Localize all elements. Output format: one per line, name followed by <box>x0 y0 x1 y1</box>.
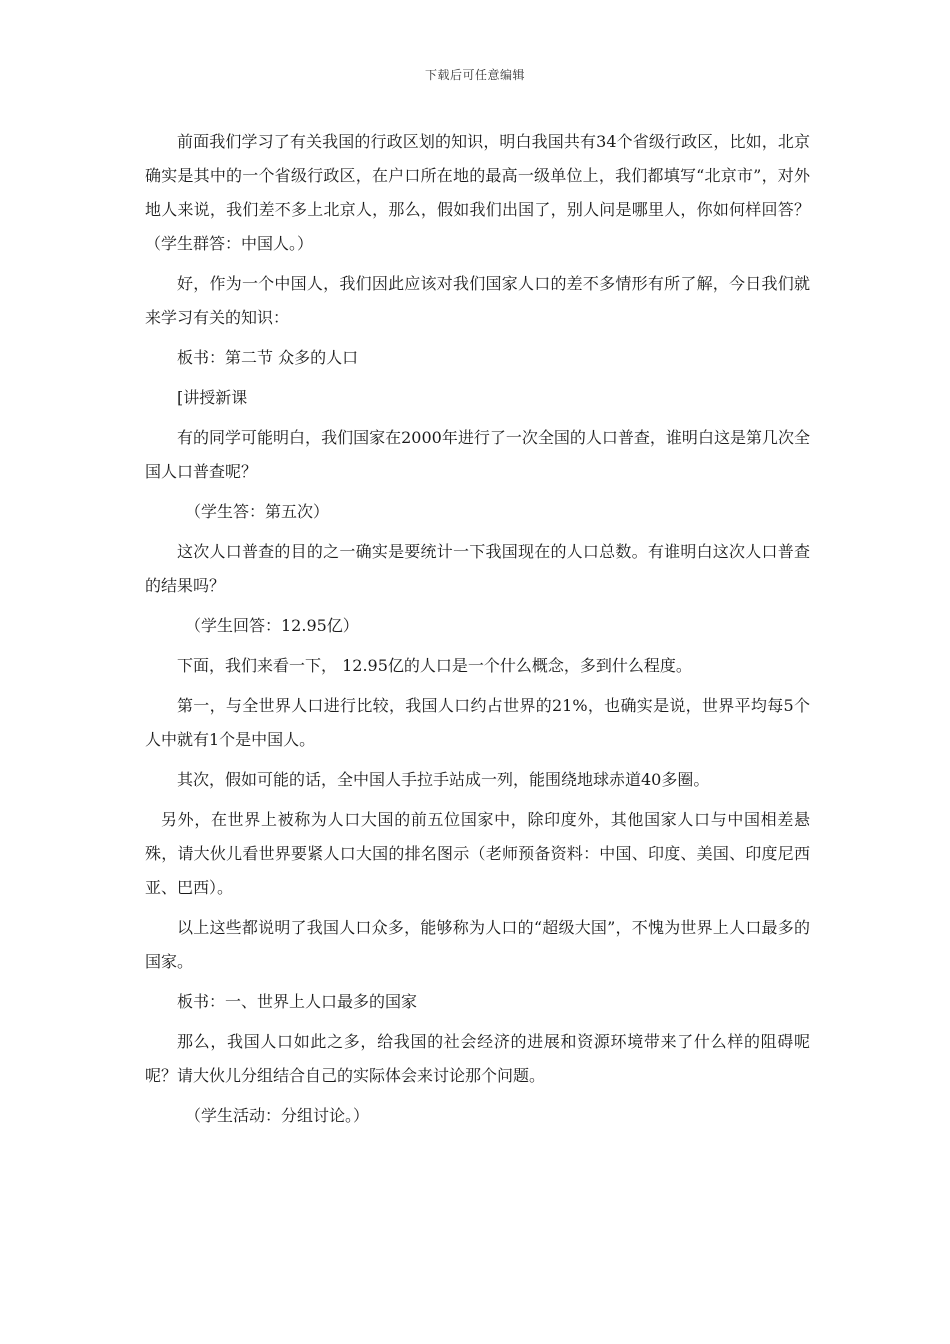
paragraph-first-comparison: 第一，与全世界人口进行比较，我国人口约占世界的21%，也确实是说，世界平均每5个人中就有1个是中国人。 <box>145 696 810 749</box>
paragraph-intro: 前面我们学习了有关我国的行政区划的知识，明白我国共有34个省级行政区，比如，北京确实是其中的一个省级行政区，在户口所在地的最高一级单位上，我们都填写“北京市”，对外地人来说，我们差不多上北京人，那么，假如我们出国了，别人问是哪里人，你如何样回答？（学生群答：中国人。） <box>145 132 810 253</box>
paragraph-census-question: 有的同学可能明白，我们国家在2000年进行了一次全国的人口普查，谁明白这是第几次全国人口普查呢？ <box>145 428 810 481</box>
paragraph-ranking: 另外，在世界上被称为人口大国的前五位国家中，除印度外，其他国家人口与中国相差悬殊，请大伙儿看世界要紧人口大国的排名图示（老师预备资料：中国、印度、美国、印度尼西亚、巴西）。 <box>145 810 810 897</box>
paragraph-population-concept: 下面，我们来看一下， 12.95亿的人口是一个什么概念，多到什么程度。 <box>177 656 692 675</box>
paragraph-census-purpose: 这次人口普查的目的之一确实是要统计一下我国现在的人口总数。有谁明白这次人口普查的结果吗？ <box>145 542 810 595</box>
paragraph-student-activity: （学生活动：分组讨论。） <box>185 1106 370 1125</box>
paragraph-chinese-people: 好，作为一个中国人，我们因此应该对我们国家人口的差不多情形有所了解，今日我们就来学习有关的知识： <box>145 274 810 327</box>
paragraph-board-section-title: 板书：第二节 众多的人口 <box>177 348 359 367</box>
paragraph-student-answer-fifth: （学生答：第五次） <box>185 502 330 521</box>
paragraph-super-power: 以上这些都说明了我国人口众多，能够称为人口的“超级大国”，不愧为世界上人口最多的国家。 <box>145 918 810 971</box>
paragraph-board-heading-one: 板书：一、世界上人口最多的国家 <box>177 992 418 1011</box>
paragraph-new-lesson-marker: [讲授新课 <box>177 388 248 407</box>
document-body <box>145 125 810 1139</box>
page-header: 下载后可任意编辑 <box>424 68 525 82</box>
paragraph-second-equator: 其次，假如可能的话，全中国人手拉手站成一列，能围绕地球赤道40多圈。 <box>177 770 710 789</box>
paragraph-discussion-question: 那么，我国人口如此之多，给我国的社会经济的进展和资源环境带来了什么样的阻碍呢呢？请大伙儿分组结合自己的实际体会来讨论那个问题。 <box>145 1032 810 1085</box>
paragraph-student-answer-population: （学生回答：12.95亿） <box>185 616 359 635</box>
